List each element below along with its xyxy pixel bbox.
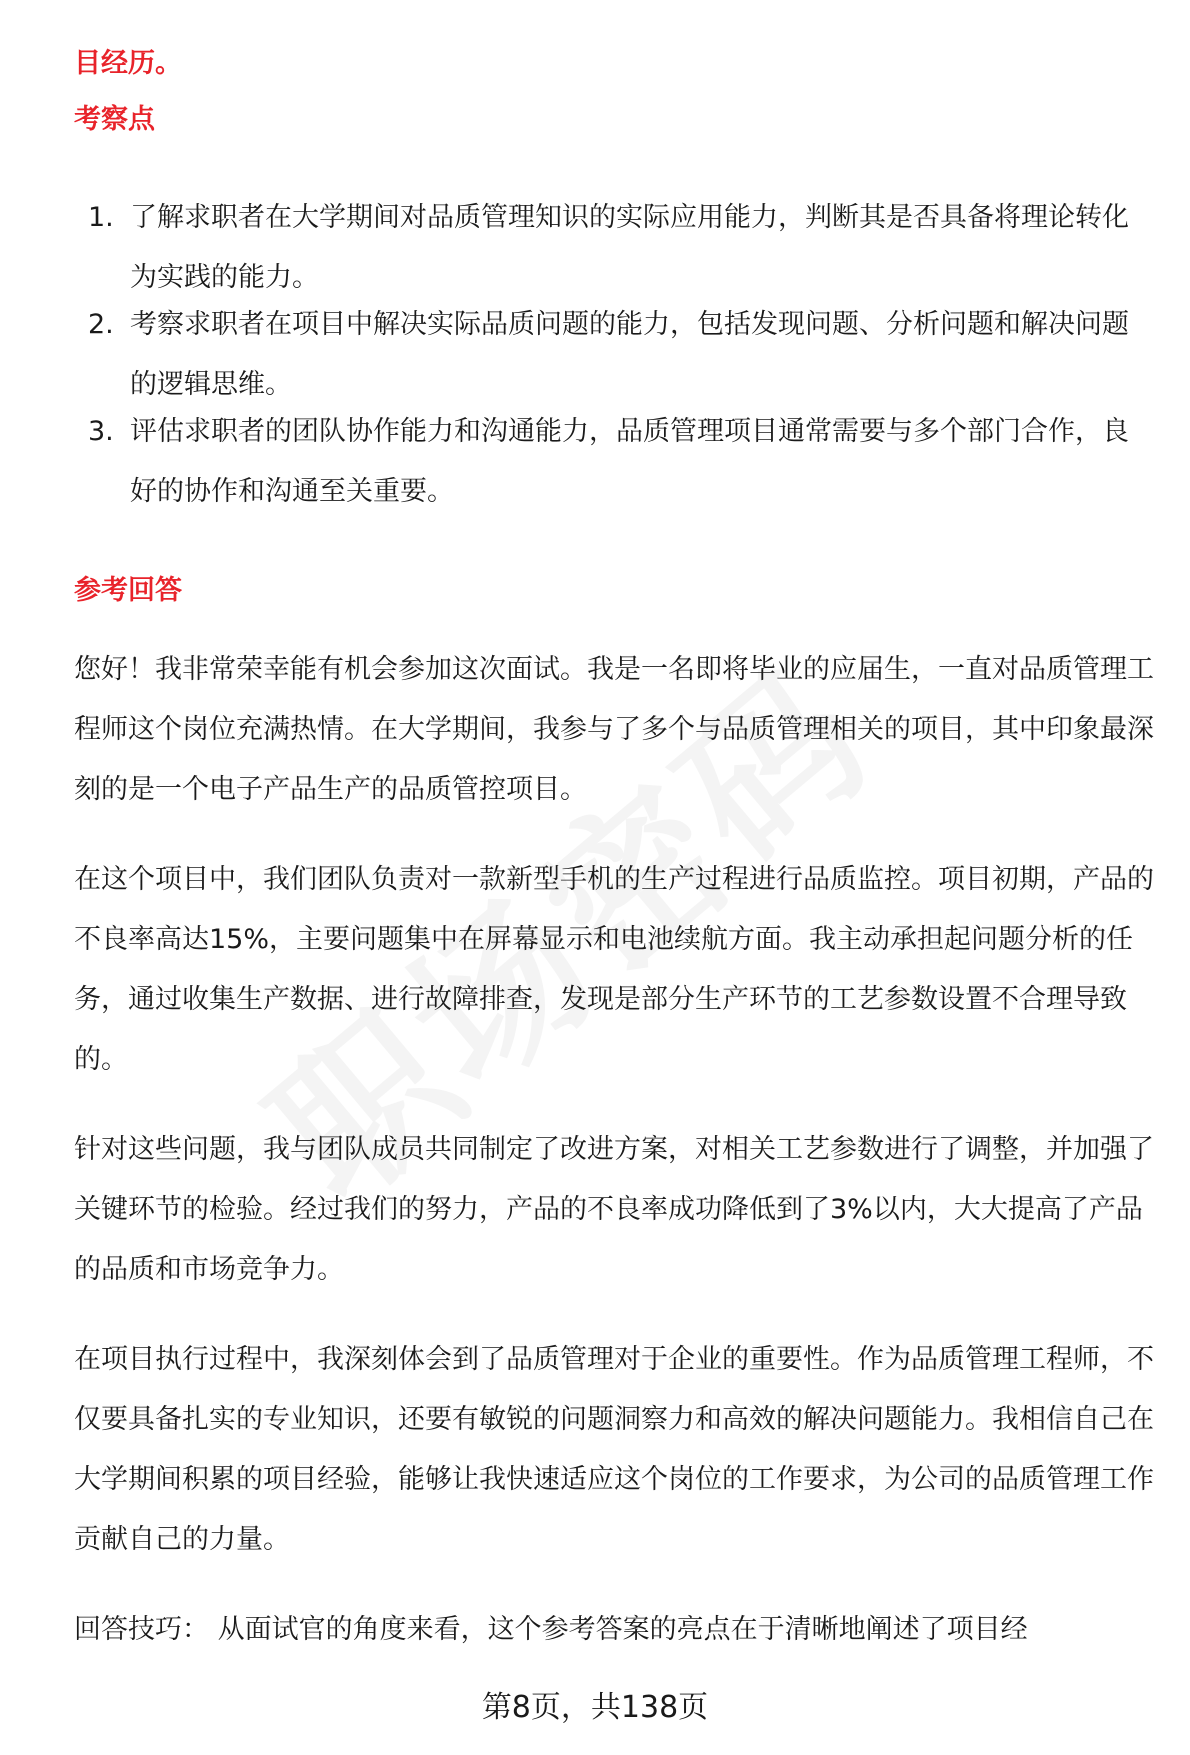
answer-tips-paragraph: 回答技巧： 从面试官的角度来看，这个参考答案的亮点在于清晰地阐述了项目经 [74,1614,1028,1645]
list-item-text: 评估求职者的团队协作能力和沟通能力，品质管理项目通常需要与多个部门合作，良好的协作和沟通至关重要。 [130,416,1129,507]
list-item-number: 1. [88,202,114,233]
answer-paragraph: 您好！我非常荣幸能有机会参加这次面试。我是一名即将毕业的应届生，一直对品质管理工程师这个岗位充满热情。在大学期间，我参与了多个与品质管理相关的项目，其中印象最深刻的是一个电子产品生产的品质管控项目。 [74,654,1154,805]
answer-paragraph: 在项目执行过程中，我深刻体会到了品质管理对于企业的重要性。作为品质管理工程师，不仅要具备扎实的专业知识，还要有敏锐的问题洞察力和高效的解决问题能力。我相信自己在大学期间积累的项目经验，能够让我快速适应这个岗位的工作要求，为公司的品质管理工作贡献自己的力量。 [74,1344,1154,1555]
list-item [74,295,1154,402]
list-item-text: 考察求职者在项目中解决实际品质问题的能力，包括发现问题、分析问题和解决问题的逻辑思维。 [130,309,1129,400]
previous-section-fragment: 目经历。 [74,48,182,79]
answer-paragraph: 针对这些问题，我与团队成员共同制定了改进方案，对相关工艺参数进行了调整，并加强了关键环节的检验。经过我们的努力，产品的不良率成功降低到了3%以内，大大提高了产品的品质和市场竞争力。 [74,1134,1154,1285]
list-item-number: 2. [88,309,114,340]
list-item [74,402,1154,522]
list-item-number: 3. [88,416,114,447]
exam-points-heading: 考察点 [74,104,155,135]
list-item-text: 了解求职者在大学期间对品质管理知识的实际应用能力，判断其是否具备将理论转化为实践的能力。 [130,202,1129,293]
exam-points-list [74,188,1154,522]
reference-answer-heading: 参考回答 [74,575,182,606]
list-item [74,188,1154,295]
page-number: 第8页，共138页 [481,1690,709,1725]
answer-paragraph: 在这个项目中，我们团队负责对一款新型手机的生产过程进行品质监控。项目初期，产品的不良率高达15%，主要问题集中在屏幕显示和电池续航方面。我主动承担起问题分析的任务，通过收集生产数据、进行故障排查，发现是部分生产环节的工艺参数设置不合理导致的。 [74,864,1154,1075]
